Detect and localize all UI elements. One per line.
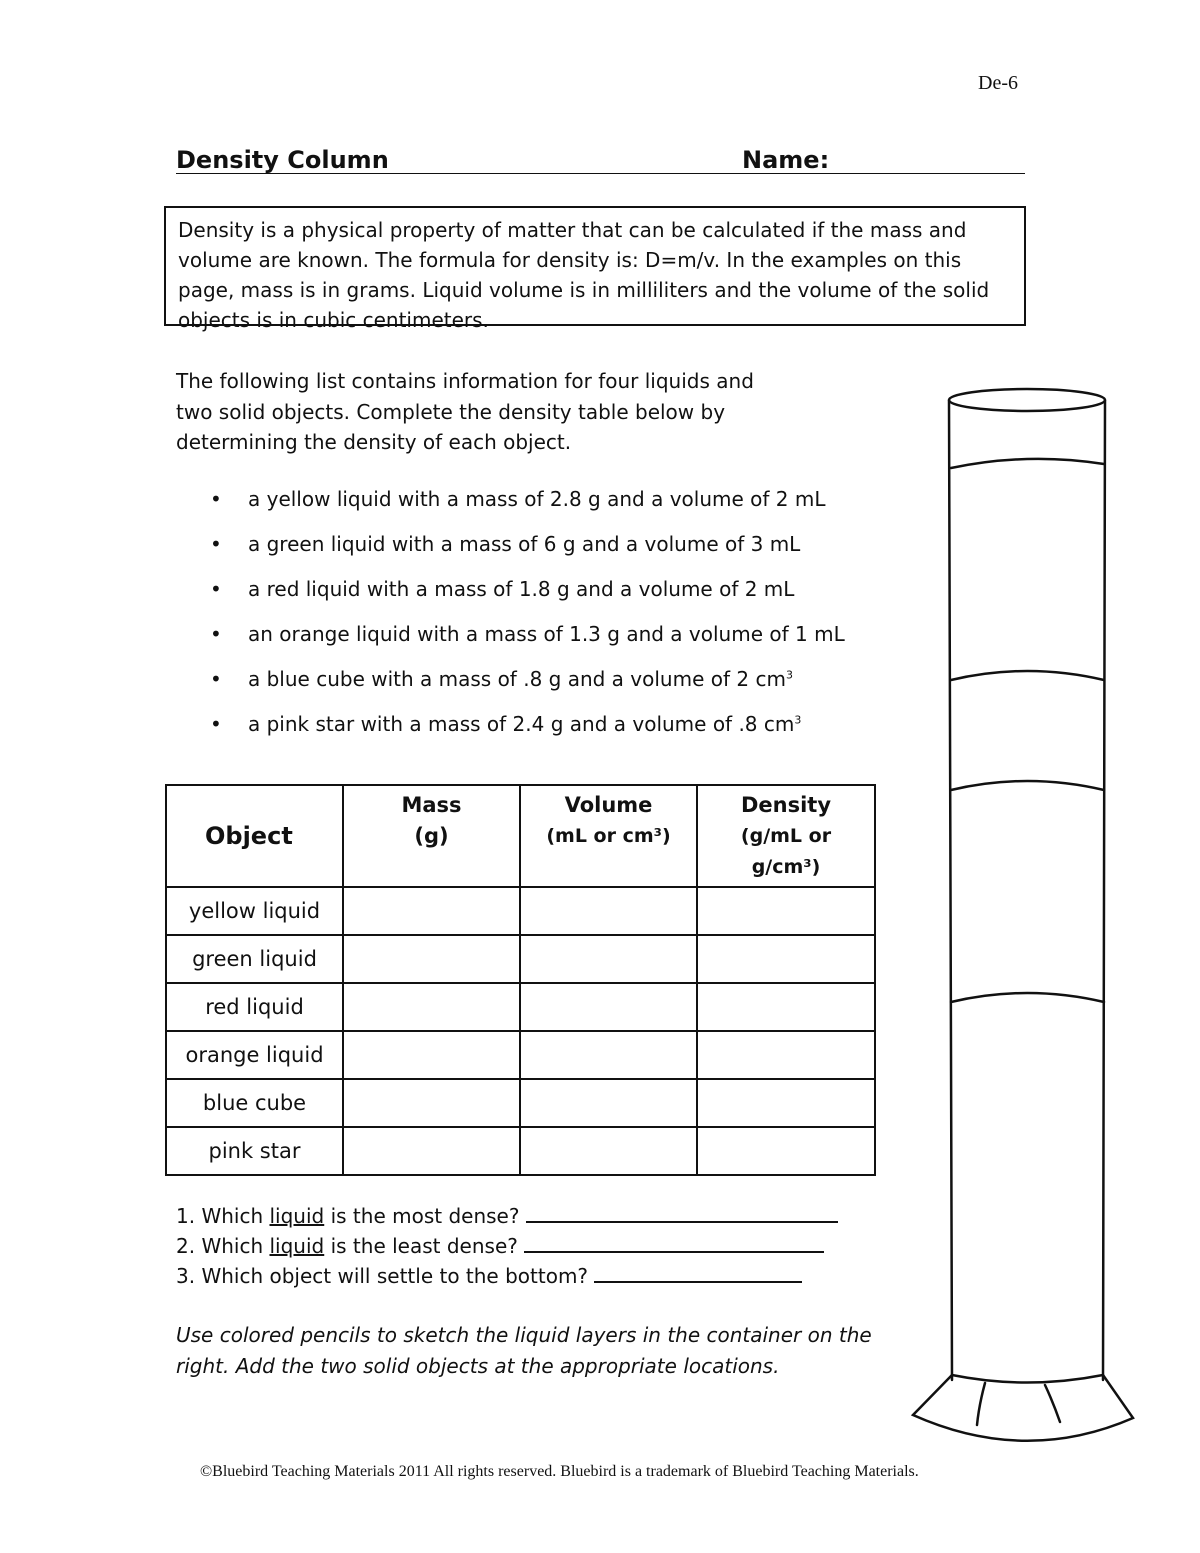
questions xyxy=(176,1201,838,1291)
question-3: 3. Which object will settle to the bottom? xyxy=(176,1261,838,1291)
answer-blank-1[interactable] xyxy=(526,1201,838,1223)
answer-blank-3[interactable] xyxy=(594,1261,802,1283)
mass-cell[interactable] xyxy=(343,1127,520,1175)
answer-blank-2[interactable] xyxy=(524,1231,824,1253)
base-foot-left xyxy=(977,1383,985,1425)
list-item: • an orange liquid with a mass of 1.3 g and a volume of 1 mL xyxy=(210,619,845,664)
table-row xyxy=(166,1031,875,1079)
row-label: orange liquid xyxy=(166,1031,343,1079)
instructions-text: The following list contains information for four liquids and two solid objects. Complete the density table below by determining the density of each object. xyxy=(176,369,754,454)
volume-cell[interactable] xyxy=(520,887,697,935)
row-label: red liquid xyxy=(166,983,343,1031)
density-cell[interactable] xyxy=(697,1079,875,1127)
question-2: 2. Which liquid is the least dense? xyxy=(176,1231,838,1261)
row-label: green liquid xyxy=(166,935,343,983)
volume-cell[interactable] xyxy=(520,1031,697,1079)
cylinder-base xyxy=(913,1375,1133,1441)
header-mass: Mass (g) xyxy=(343,785,520,887)
volume-cell[interactable] xyxy=(520,983,697,1031)
cylinder-bottom-curve xyxy=(952,1375,1103,1383)
mass-cell[interactable] xyxy=(343,1031,520,1079)
layer-line-2 xyxy=(951,671,1104,680)
layer-line-3 xyxy=(951,781,1104,790)
density-cell[interactable] xyxy=(697,1127,875,1175)
header-volume: Volume (mL or cm³) xyxy=(520,785,697,887)
list-item: • a yellow liquid with a mass of 2.8 g and a volume of 2 mL xyxy=(210,484,845,529)
volume-cell[interactable] xyxy=(520,1079,697,1127)
table-row xyxy=(166,887,875,935)
footer-copyright: ©Bluebird Teaching Materials 2011 All rights reserved. Bluebird is a trademark of Bluebird Teaching Materials. xyxy=(200,1463,919,1480)
question-1: 1. Which liquid is the most dense? xyxy=(176,1201,838,1231)
density-cell[interactable] xyxy=(697,1031,875,1079)
density-cell[interactable] xyxy=(697,935,875,983)
mass-cell[interactable] xyxy=(343,1079,520,1127)
list-item: • a green liquid with a mass of 6 g and a volume of 3 mL xyxy=(210,529,845,574)
graduated-cylinder-illustration xyxy=(905,380,1145,1450)
density-cell[interactable] xyxy=(697,887,875,935)
mass-cell[interactable] xyxy=(343,983,520,1031)
row-label: yellow liquid xyxy=(166,887,343,935)
volume-cell[interactable] xyxy=(520,1127,697,1175)
title-rule xyxy=(176,173,1025,174)
row-label: blue cube xyxy=(166,1079,343,1127)
mass-cell[interactable] xyxy=(343,887,520,935)
cylinder-right-wall xyxy=(1103,400,1105,1380)
table-row xyxy=(166,1127,875,1175)
volume-cell[interactable] xyxy=(520,935,697,983)
table-header-row xyxy=(166,785,875,887)
table-row xyxy=(166,983,875,1031)
list-item: • a pink star with a mass of 2.4 g and a volume of .8 $cm^3$ xyxy=(210,709,845,754)
table-row xyxy=(166,1079,875,1127)
list-item: • a blue cube with a mass of .8 g and a volume of 2 $cm^3$ xyxy=(210,664,845,709)
header-object: Object xyxy=(166,785,343,887)
item-list xyxy=(210,484,845,754)
closing-instructions: Use colored pencils to sketch the liquid layers in the container on the right. Add the two solid objects at the appropriate locations. xyxy=(176,1323,872,1378)
density-cell[interactable] xyxy=(697,983,875,1031)
intro-box xyxy=(164,206,1026,332)
mass-cell[interactable] xyxy=(343,935,520,983)
page-code: De-6 xyxy=(978,72,1018,94)
table-row xyxy=(166,935,875,983)
header-density: Density (g/mL or g/cm³) xyxy=(697,785,875,887)
cylinder-rim xyxy=(949,389,1105,411)
name-label: Name: xyxy=(742,146,830,174)
page-title: Density Column xyxy=(176,146,389,174)
layer-line-1 xyxy=(951,459,1104,468)
density-table xyxy=(165,784,876,1176)
cylinder-left-wall xyxy=(949,400,952,1380)
base-foot-right xyxy=(1045,1385,1060,1422)
row-label: pink star xyxy=(166,1127,343,1175)
list-item: • a red liquid with a mass of 1.8 g and a volume of 2 mL xyxy=(210,574,845,619)
layer-line-4 xyxy=(951,993,1104,1002)
intro-text: Density is a physical property of matter that can be calculated if the mass and volume are known. The formula for density is: D=m/v. In the examples on this page, mass is in grams. Liquid volume is in milliliters and the volume of the solid objects is in cubic centimeters. xyxy=(178,218,990,332)
